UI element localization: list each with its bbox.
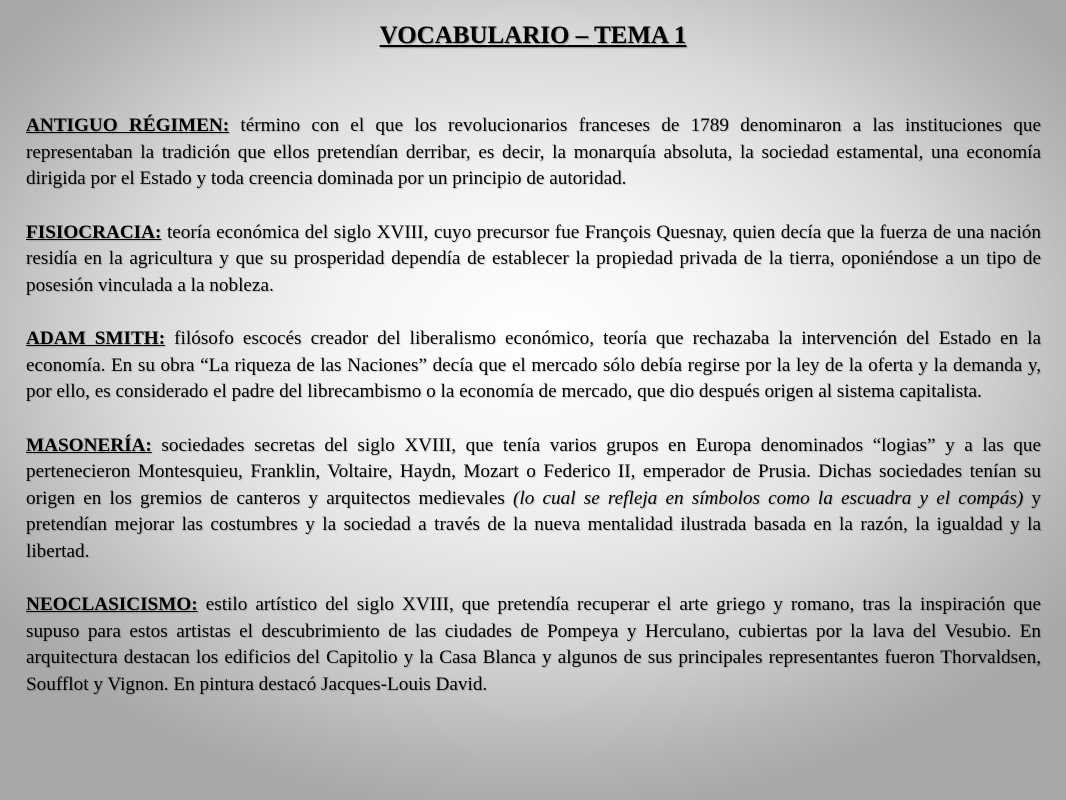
entry-term: MASONERÍA: [26,434,152,456]
entry-term: FISIOCRACIA: [26,221,162,243]
vocabulary-list [26,113,1041,725]
entry-term: ANTIGUO RÉGIMEN: [26,115,230,136]
entry-definition: filósofo escocés creador del liberalismo económico, teoría que rechazaba la intervención del Estado en la economía. En su obra “La riqueza de las Naciones” decía que el mercado sólo debía regirse por la ley de la oferta y la demanda y, por ello, es considerado el padre del librecambismo o la economía de mercado, que dio después origen al sistema capitalista. [26,328,1041,402]
entry-definition: sociedades secretas del siglo XVIII, que tenía varios grupos en Europa denominados “logias” y a las que pertenecieron Montesquieu, Franklin, Voltaire, Haydn, Mozart o Federico II, emperador de Prusia. Dichas sociedades tenían su origen en los gremios de canteros y arquitectos medievales [26,434,1041,509]
entry-adam-smith [26,326,1041,406]
entry-term: NEOCLASICISMO: [26,594,198,615]
entry-fisiocracia [26,220,1041,300]
entry-definition-continued: y pretendían mejorar las costumbres y la sociedad a través de la nueva mentalidad ilustrada basada en la razón, la igualdad y la libertad. [26,487,1042,562]
entry-definition: término con el que los revolucionarios franceses de 1789 denominaron a las instituciones que representaban la tradición que ellos pretendían derribar, es decir, la monarquía absoluta, la sociedad estamental, una economía dirigida por el Estado y toda creencia dominada por un principio de autoridad. [26,115,1042,189]
entry-definition-italic: (lo cual se refleja en símbolos como la escuadra y el compás) [513,487,1024,509]
entry-masoneria [26,433,1041,566]
entry-antiguo-regimen [26,113,1041,193]
page-title: VOCABULARIO – TEMA 1 [379,22,687,49]
entry-definition: teoría económica del siglo XVIII, cuyo precursor fue François Quesnay, quien decía que la fuerza de una nación residía en la agricultura y que su prosperidad dependía de establecer la propiedad privada de la tierra, oponiéndose a un tipo de posesión vinculada a la nobleza. [26,221,1041,296]
entry-neoclasicismo [26,592,1041,698]
entry-term: ADAM SMITH: [26,328,166,349]
entry-definition: estilo artístico del siglo XVIII, que pretendía recuperar el arte griego y romano, tras la inspiración que supuso para estos artistas el descubrimiento de las ciudades de Pompeya y Herculano, cubiertas por la lava del Vesubio. En arquitectura destacan los edificios del Capitolio y la Casa Blanca y algunos de sus principales representantes fueron Thorvaldsen, Soufflot y Vignon. En pintura destacó Jacques-Louis David. [26,594,1042,695]
